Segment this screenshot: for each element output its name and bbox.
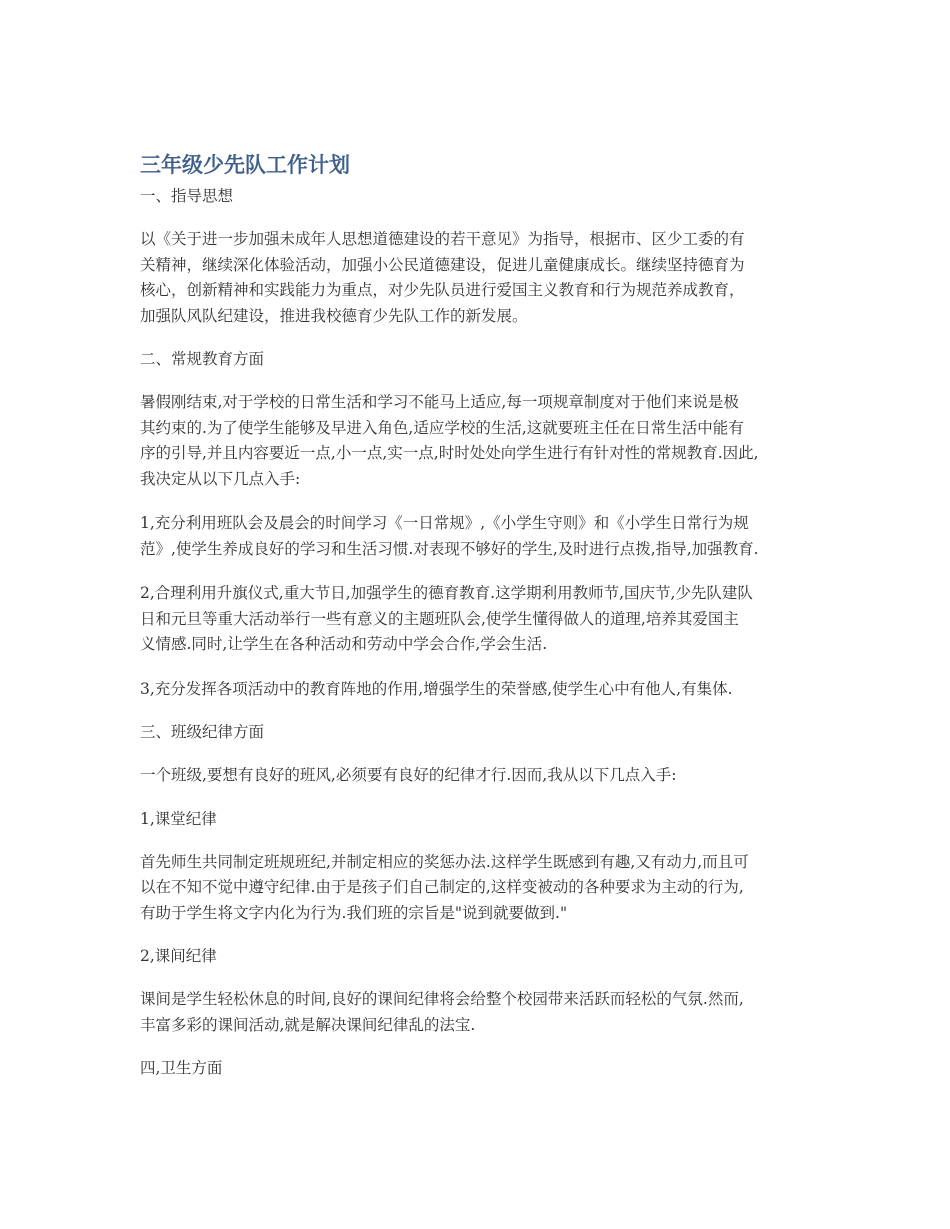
block-spacer xyxy=(140,371,812,390)
paragraph-line: 核心，创新精神和实践能力为重点，对少先队员进行爱国主义教育和行为规范养成教育， xyxy=(140,281,745,299)
paragraph-line: 日和元旦等重大活动举行一些有意义的主题班队会,使学生懂得做人的道理,培养其爱国主 xyxy=(140,609,739,628)
paragraph-line: 有助于学生将文字内化为行为.我们班的宗旨是"说到就要做到." xyxy=(140,903,568,922)
paragraph-line: 范》,使学生养成良好的学习和生活习惯.对表现不够好的学生,及时进行点拨,指导,加强教育. xyxy=(140,539,759,558)
paragraph xyxy=(140,677,812,703)
paragraph-line: 我决定从以下几点入手: xyxy=(140,469,301,488)
paragraph xyxy=(140,511,812,562)
paragraph xyxy=(140,763,812,789)
paragraph xyxy=(140,390,812,492)
paragraph-line: 2,合理利用升旗仪式,重大节日,加强学生的德育教育.这学期利用教师节,国庆节,少先队建队 xyxy=(140,584,753,602)
section-heading: 二、常规教育方面 xyxy=(140,350,265,368)
block-spacer xyxy=(140,329,812,347)
block-spacer xyxy=(140,744,812,763)
paragraph-line: 首先师生共同制定班规班纪,并制定相应的奖惩办法.这样学生既感到有趣,又有动力,而且可 xyxy=(140,852,749,871)
block-spacer xyxy=(140,492,812,511)
block-spacer xyxy=(140,968,812,987)
block-spacer xyxy=(140,831,812,850)
paragraph-line: 课间是学生轻松休息的时间,良好的课间纪律将会给整个校园带来活跃而轻松的气氛.然而, xyxy=(140,990,744,1008)
paragraph-line: 序的引导,并且内容要近一点,小一点,实一点,时时处处向学生进行有针对性的常规教育.因此, xyxy=(140,444,759,462)
block-spacer xyxy=(140,926,812,944)
document-body xyxy=(140,184,812,1080)
paragraph-line: 以《关于进一步加强未成年人思想道德建设的若干意见》为指导，根据市、区少工委的有 xyxy=(140,230,745,248)
section-heading: 三、班级纪律方面 xyxy=(140,723,265,741)
paragraph-line: 1,充分利用班队会及晨会的时间学习《一日常规》,《小学生守则》和《小学生日常行为规 xyxy=(140,514,749,532)
block-spacer xyxy=(140,658,812,677)
paragraph-line: 关精神，继续深化体验活动，加强小公民道德建设，促进儿童健康成长。继续坚持德育为 xyxy=(140,255,745,274)
paragraph-line: 加强队风队纪建设，推进我校德育少先队工作的新发展。 xyxy=(140,306,528,325)
block-spacer xyxy=(140,562,812,581)
section-heading: 四,卫生方面 xyxy=(140,1059,223,1077)
paragraph xyxy=(140,227,812,329)
document-page xyxy=(140,150,812,1080)
paragraph-line: 3,充分发挥各项活动中的教育阵地的作用,增强学生的荣誉感,使学生心中有他人,有集体. xyxy=(140,679,733,698)
paragraph xyxy=(140,987,812,1038)
paragraph xyxy=(140,581,812,658)
block-spacer xyxy=(140,208,812,227)
paragraph xyxy=(140,850,812,927)
block-spacer xyxy=(140,1038,812,1056)
paragraph-line: 一个班级,要想有良好的班风,必须要有良好的纪律才行.因而,我从以下几点入手: xyxy=(140,766,677,784)
section-heading: 一、指导思想 xyxy=(140,187,234,205)
paragraph-line: 暑假刚结束,对于学校的日常生活和学习不能马上适应,每一项规章制度对于他们来说是极 xyxy=(140,393,739,411)
block-spacer xyxy=(140,789,812,807)
section-heading: 2,课间纪律 xyxy=(140,947,217,965)
paragraph-line: 义情感.同时,让学生在各种活动和劳动中学会合作,学会生活. xyxy=(140,635,548,653)
section-heading: 1,课堂纪律 xyxy=(140,809,217,828)
paragraph-line: 丰富多彩的课间活动,就是解决课间纪律乱的法宝. xyxy=(140,1015,476,1034)
document-title: 三年级少先队工作计划 xyxy=(140,153,350,177)
paragraph-line: 以在不知不觉中遵守纪律.由于是孩子们自己制定的,这样变被动的各种要求为主动的行为, xyxy=(140,878,744,896)
block-spacer xyxy=(140,702,812,720)
paragraph-line: 其约束的.为了使学生能够及早进入角色,适应学校的生活,这就要班主任在日常生活中能有 xyxy=(140,418,744,437)
